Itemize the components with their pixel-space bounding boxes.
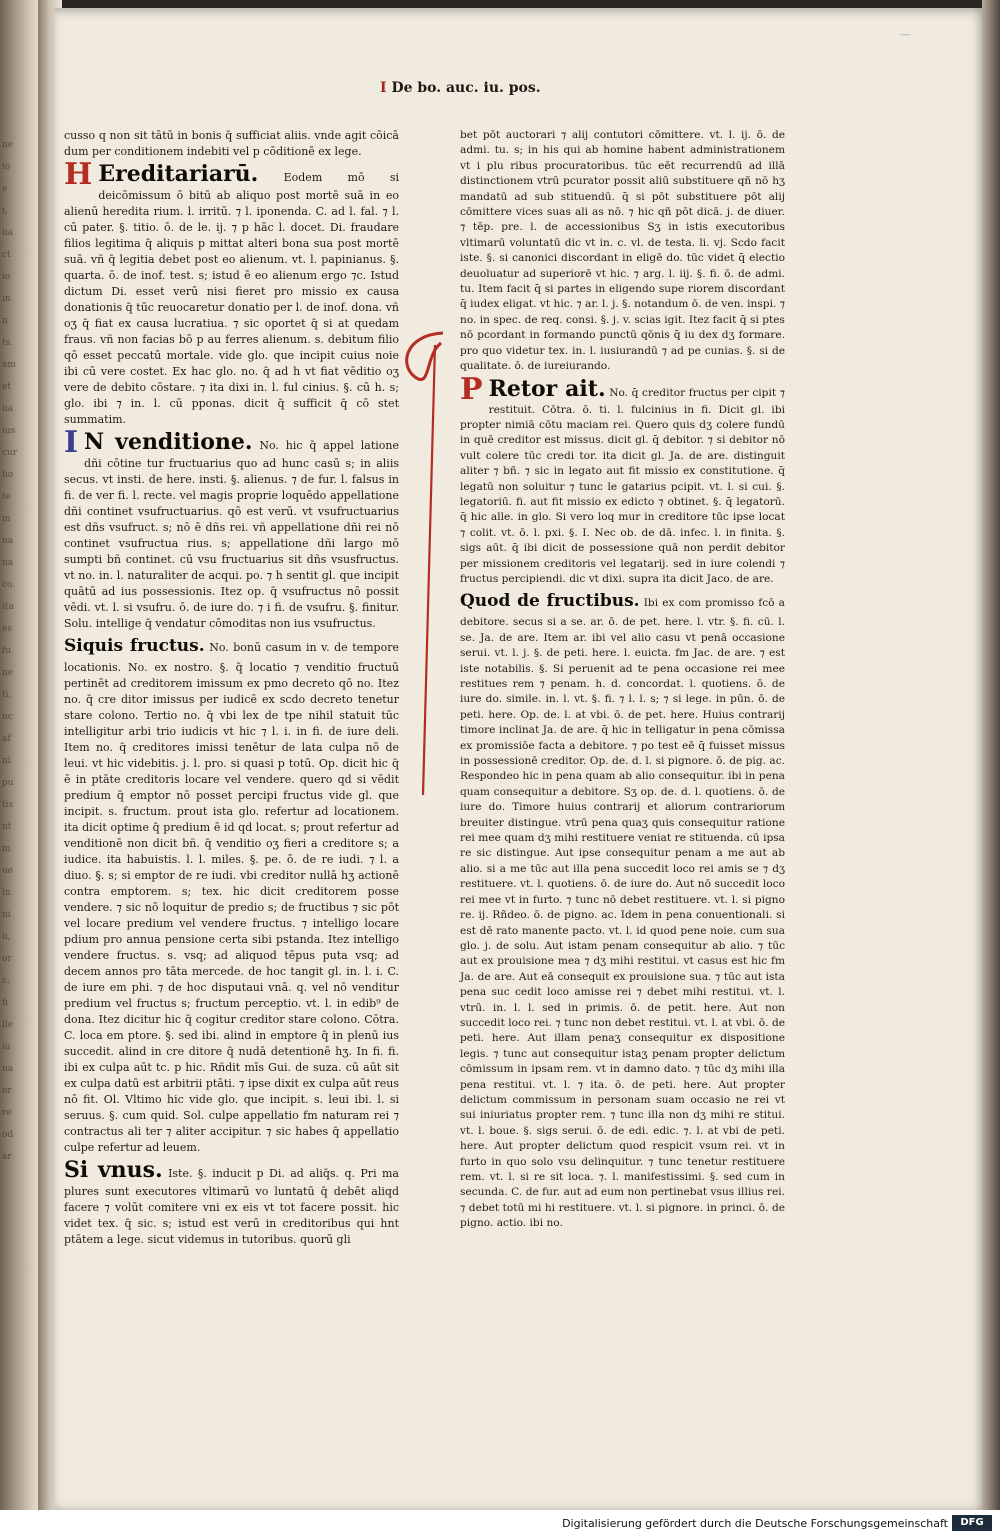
section-body: No. hic q̄ appel latione dñi cōtine tur fructuarius quo ad hunc casū s; in aliis secus. vt insti. de here. insti. §. alienus. ⁊ de fur. l. falsus in fi. de ver fi. l. recte. vel magis proprie loquēdo appellatione dñi continet vsufructuarius. qō est verū. vt vsufructuarius est dñs vsufruct. s; nō ē dñs rei. vñ appellatione dñi rei nō continet vsufructua rius. s; appellatione dñi largo mō sumpti bñ continet. cū vsu fructuarius sit dñs vsusfructus. vt no. in. l. naturaliter de acqui. po. ⁊ h sentit gl. que incipit quātū ad ius possessionis. Itez op. q̄ vsufructus nō possit vēdi. vt. l. si vsufru. ō. de iure do. ⁊ i fi. de vsufru. §. finitur. Solu. intellige q̄ vendatur cōmoditas non ius vsufructus.: [64, 439, 399, 630]
left-page-fragment: in: [2, 294, 11, 304]
left-page-fragment: m: [2, 514, 11, 524]
section-rubric: N venditione.: [84, 429, 253, 455]
left-page-fragment: c.: [2, 976, 10, 986]
left-page-fragment: cur: [2, 448, 18, 458]
left-page-fragment: es: [2, 624, 12, 634]
running-head-text: De bo. auc. iu. pos.: [391, 80, 541, 96]
section-paragraph: [460, 371, 785, 588]
left-page-fragment: ti,: [2, 690, 12, 700]
left-page-fragment: ni: [2, 910, 11, 920]
left-page-fragment: ni: [2, 756, 11, 766]
left-page-fragment: am: [2, 360, 16, 370]
left-page-fragment: ita: [2, 602, 14, 612]
left-page-fragment: n: [2, 316, 8, 326]
left-page-fragment: ts.: [2, 338, 14, 348]
left-page-fragment: lio: [2, 470, 14, 480]
left-page-fragment: co.: [2, 580, 16, 590]
left-page-fragment: te: [2, 492, 11, 502]
footer-credit-text: Digitalisierung gefördert durch die Deutsche Forschungsgemeinschaft: [562, 1517, 948, 1530]
paragraph-text: cusso q non sit tātū in bonis q̄ sufficiat aliis. vnde agit cōicā dum per conditionem indebiti vel p cōditionē ex lege.: [64, 129, 399, 158]
left-page-fragment: ius: [2, 426, 16, 436]
left-page-fragment: u,: [2, 932, 11, 942]
section-body: Eodem mō si deicōmissum ō bitū ab aliquo post mortē suā in eo alienū heredita rium. l. irritū. ⁊ l. iponenda. C. ad l. fal. ⁊ l. cū pater. §. titio. ō. de le. ij. ⁊ p hāc l. docet. Di. fraudare filios legitima q̄ aliquis p mittat alteri bona sua post mortē suā. vñ q̄ legitia debet post eo alienum. vt. l. papinianus. §. quarta. ō. de inof. test. s; istud ē eo alienum ergo ⁊c. Istud dictum Di. esset verū nisi fieret pro missio ex causa donationis q̄ tūc reuocaretur donatio per l. de inof. dona. vñ oʒ q̄ fiat ex causa lucratiua. ⁊ sic oportet q̄ si at quedam fraus. vñ non facias bō p au ferres alienum. s. debitum filio qō esset peccatū mortale. vide glo. que incipit cuius noie ibi cū vere costet. Ex hac glo. no. q̄ ad h vt fiat vēditio oʒ vere de debito cōstare. ⁊ ita dixi in. l. ful cinius. §. cū h. s; glo. ibi ⁊ in. l. cū pponas. dicit q̄ sufficit q̄ cō stet summatim.: [64, 171, 400, 426]
decorated-initial: H: [64, 157, 93, 192]
left-page-fragment: na: [2, 558, 14, 568]
left-page-fragment: ue: [2, 866, 14, 876]
left-page-fragment: tis: [2, 800, 14, 810]
left-page-fragment: re: [2, 1108, 12, 1118]
left-page-fragment: e: [2, 184, 8, 194]
left-page-fragment: fi: [2, 998, 9, 1008]
section-body: Ibi ex com promisso fcō a debitore. secus si a se. ar. ō. de pet. here. l. vtr. §. fi. cū. l. se. Ja. de are. Item ar. ibi vel alio casu vt penā occasione serui. vt. l. j. §. de peti. here. l. euicta. fm Jac. de are. ⁊ est iste notabilis. §. Si peruenit ad te pena occasione rei mee restitues rem ⁊ penam. h. d. concordat. l. quotiens. ō. de iure do. simile. in. l. vt. §. fi. ⁊ l. l. s; ⁊ si lege. in pūn. ō. de peti. here. Op. de. l. at vbi. ō. de pet. here. Huius contrarij timore inclinat Ja. de are. q̄ hic in telligatur in pena cōmissa ex promissiōe facta a debitore. ⁊ po test eē q̄ fuisset missus in possessionē creditor. Op. de. d. l. si pignore. ō. de pig. ac. Respondeo hic in pena quam ab alio consequitur. ibi in pena quam consequitur a debitore. Sʒ op. de. d. l. quotiens. ō. de iure do. Timore huius contrarij et aliorum contrariorum breuiter distingue. vtrū pena quaʒ quis consequitur ratione rei mee quam dʒ mihi restituere veniat re stituenda. cū ipsa re sic distingue. Aut ipse consequitur penam a me aut ab alio. si a me tūc aut illa pena succedit loco rei amis se ⁊ dʒ restituere. vt. l. quotiens. ō. de iure do. Aut nō succedit loco rei mee vt in furto. ⁊ tunc nō debet restituere. vt. l. si pigno re. ij. Rñdeo. ō. de pigno. ac. Idem in pena conuentionali. si est dē rato manente pacto. vt. l. id quod pene noie. cum sua glo. j. de solu. Aut istam penam consequitur ab alio. ⁊ tūc aut ex prouisione mea ⁊ dʒ mihi restitui. vt casus est hic fm Ja. de are. Aut eā consequit ex prouisione sua. ⁊ tūc aut ista pena suc cedit loco amisse rei ⁊ debet mihi restitui. vt. l. vtrū. in. l. l. sed in primis. ō. de petit. here. Aut non succedit loco rei. ⁊ tunc non debet restitui. vt. l. at vbi. ō. de peti. here. Aut illam penaʒ consequitur ex dispositione legis. ⁊ tunc aut consequitur istaʒ penam propter delictum cōmissum in ipsam rem. vt in damno dato. ⁊ tūc dʒ mihi illa pena restitui. vt. l. ⁊ ita. ō. de peti. here. Aut propter delictum commissum in personam suam occasio ne rei vt sui iniuriatus propter rem. ⁊ tunc illa non dʒ mihi re stitui. vt. l. boue. §. sigs serui. ō. de edi. edic. ⁊. l. at vbi de peti. here. Aut propter delictum quod respicit vsum rei. vt in furto in quo solo vsu delinquitur. ⁊ tunc tenetur restituere rem. vt. l. si re sit loca. ⁊. l. manifestissimi. §. sed cum in secunda. C. de fur. aut ad eum non pertinebat vsus illius rei. ⁊ debet totū mi hi restituere. vt. l. si pignore. in princi. ō. de pigno. actio. ibi no.: [460, 597, 785, 1230]
dfg-logo-icon: DFG: [952, 1515, 992, 1531]
left-page-fragment: ar: [2, 1152, 12, 1162]
left-page-fragment: na: [2, 1064, 14, 1074]
left-page-fragment: i,: [2, 206, 8, 216]
left-page-fragment: et: [2, 382, 11, 392]
section-paragraph: [64, 1156, 399, 1248]
section-rubric: Si vnus.: [64, 1157, 163, 1183]
left-page-fragment: fu: [2, 646, 12, 656]
section-rubric: Retor ait.: [488, 375, 606, 402]
running-head: [380, 80, 541, 96]
section-paragraph: [64, 632, 399, 1156]
left-page-fragment: ct: [2, 250, 11, 260]
text-paragraph: [64, 128, 399, 160]
right-page-edge: [982, 0, 1000, 1510]
left-page-fragment: m: [2, 844, 11, 854]
section-paragraph: [64, 425, 399, 632]
left-page-edge: [0, 0, 40, 1510]
section-rubric: Siquis fructus.: [64, 636, 205, 656]
left-page-fragment: ln: [2, 888, 11, 898]
red-paragraph-swash-icon: [395, 325, 455, 805]
decorated-initial: I: [64, 425, 79, 460]
section-body: Iste. §. inducit p Di. ad aliq̄s. q. Pri ma plures sunt executores vltimarū vo luntatū q̄ debēt aliqd facere ⁊ volūt comitere vni ex eis vt tot facere possit. hic videt tex. q̄ sic. s; istud est verū in creditoribus qui hnt ptātem a lege. sicut videmus in tutoribus. quorū gli: [64, 1167, 399, 1246]
left-text-column: [64, 128, 399, 1248]
left-page-fragment: uc: [2, 712, 13, 722]
left-page-fragment: or: [2, 1086, 12, 1096]
section-rubric: Ereditariarū.: [98, 161, 259, 187]
left-page-fragment: ua: [2, 536, 14, 546]
left-page-fragment: ua: [2, 404, 14, 414]
left-page-fragment: ile: [2, 1020, 14, 1030]
left-page-fragment: nt: [2, 822, 12, 832]
left-page-fragment: ne: [2, 668, 14, 678]
left-page-fragment: ua: [2, 228, 14, 238]
left-page-fragment: or: [2, 954, 12, 964]
left-page-fragment: pu: [2, 778, 14, 788]
left-page-fragment: ne: [2, 140, 14, 150]
section-rubric: Quod de fructibus.: [460, 591, 640, 612]
section-body: No. q̄ creditor fructus per cipit ⁊ restituit. Cōtra. ō. ti. l. fulcinius in fi. Dicit gl. ibi propter nimiā cōtu maciam rei. Quero quis dʒ colere fundū in quē creditor est missus. dicit gl. q̄ debitor. ⁊ si debitor nō vult colere tūc credi tor. ita dicit gl. Ja. de are. distinguit aliter ⁊ bñ. ⁊ sic in legato aut fit missio ex constitutione. q̄ legatū non soluitur ⁊ tunc le gatarius pcipit. vt. l. si cui. §. legatoriū. fi. aut fit missio ex edicto ⁊ obtinet. §. q̄ legatorū. q̄ hic alle. in glo. Si vero loq mur in creditore tūc ipse locat ⁊ colit. vt. ō. l. pxi. §. I. Nec ob. de dā. infec. l. in finita. §. sigs aūt. q̄ ibi dicit de possessione quā non perdit debitor per missionem creditoris vel legatarij. sed in iure colendi ⁊ fructus percipiendi. dic vt dixi. supra ita dicit Jaco. de are.: [460, 386, 785, 585]
left-page-fragment: od: [2, 1130, 14, 1140]
section-paragraph: [64, 157, 400, 428]
section-paragraph: [460, 587, 785, 1231]
left-page-fragment: io: [2, 162, 11, 172]
running-head-mark: I: [380, 80, 387, 96]
left-page-fragment: io: [2, 272, 11, 282]
left-page-fragment: af: [2, 734, 11, 744]
left-page-fragment: ia: [2, 1042, 11, 1052]
right-text-column: [460, 128, 785, 1232]
paragraph-text: bet pōt auctorari ⁊ alij contutori cōmittere. vt. l. ij. ō. de admi. tu. s; in his qui ab homine habent administrationem vt i plu ribus procuratoribus. tūc eēt recurrendū ad illā distinctionem vtrū pcurator possit aliū substituere qñ nō hʒ mandatū ad sub stituendū. q̄ si pōt substituere pōt alij cōmittere vices suas ali as nō. ⁊ hic qñ pōt dicā. j. de diuer. ⁊ tēp. pre. l. de accessionibus Sʒ in istis executoribus vltimarū voluntatū dic vt in. c. vl. de testa. li. vj. Scdo facit iste. §. si canonici discordant in eligē do. tūc videt q̄ electio deuoluatur ad superiorē vt hic. ⁊ arg. l. iij. §. fi. ō. de admi. tu. Item facit q̄ si partes in eligendo supe riorem discordant q̄ iudex eligat. vt hic. ⁊ ar. l. j. §. notandum ō. de ven. inspi. ⁊ no. in spec. de req. consi. §. j. v. scias igit. Itez facit q̄ si ptes nō pcordant in formando punctū qōnis q̄ iu dex dʒ formare. pro quo videtur tex. in. l. iusiurandū ⁊ ad pe cunias. §. si de qualitate. ō. de iureiurando.: [460, 129, 785, 373]
section-body: No. bonū casum in v. de tempore locationis. No. ex nostro. §. q̄ locatio ⁊ venditio fructuū pertinēt ad creditorem imissum ex pmo decreto qō no. Itez no. q̄ cre ditor imissus per iudicē ex scdo decreto tenetur stare colono. Tertio no. q̄ vbi lex de tpe nihil statuit tūc intelligitur arbi trio iudicis vt hic ⁊ l. i. in fi. de iure deli. Item no. q̄ creditores imissi tenētur de lata culpa nō de leui. vt hic videbitis. j. l. pro. si quasi p totū. Op. dicit hic q̄ ē in ptāte creditoris locare vel vendere. quero qd si vēdit predium q̄ emptor nō posset percipi fructus vide gl. que incipit. s. fructum. prout ista glo. refertur ad locationem. ita dicit optime q̄ predium ē id qd locat. s; prout refertur ad venditionē non dicit bñ. q̄ venditio oʒ fieri a creditore s; a iudice. ita habuistis. l. l. miles. §. pe. ō. de re iudi. ⁊ l. a diuo. §. s; si emptor de re iudi. vbi creditor nullā hʒ actionē contra emptorem. s; tex. hic dicit creditorem posse vendere. ⁊ sic nō loquitur de predio s; de fructibus ⁊ sic pōt vel locare predium vel vendere fructus. ⁊ intelligo locare pdium pro annua pensione certa sibi pstanda. Itez intelligo vendere fructus. s. vsq; ad aliquod tēpus puta vsq; ad decem annos pro tāta mercede. de hoc tangit gl. in. l. i. C. de iure em phi. ⁊ de hoc disputaui vnā. q. vel nō venditur predium vel fructus s; fructum perceptio. vt. l. in edib⁹ de dona. Itez dicitur hic q̄ cogitur creditor stare colono. Cōtra. C. loca em ptore. §. sed ibi. alind in emptore q̄ in plenū ius succedit. alind in cre ditore q̄ nudā detentionē hʒ. In fi. fi. ibi ex culpa aūt tc. p hic. Rñdit mīs Gui. de suza. cū aūt sit ex culpa datū est arbitrii ptāti. ⁊ ipse dixit ex culpa aūt reus nō fit. Ol. Vltimo hic vide glo. que incipit. s. leui ibi. l. si seruus. §. cum quid. Sol. culpe appellatio fm naturam rei ⁊ contractus ali ter ⁊ aliter accipitur. ⁊ sic habes q̄ appellatio culpe refertur ad leuem.: [64, 641, 399, 1154]
text-paragraph: [460, 128, 785, 375]
page-corner-mark: —: [900, 28, 911, 41]
decorated-initial: P: [460, 371, 483, 407]
